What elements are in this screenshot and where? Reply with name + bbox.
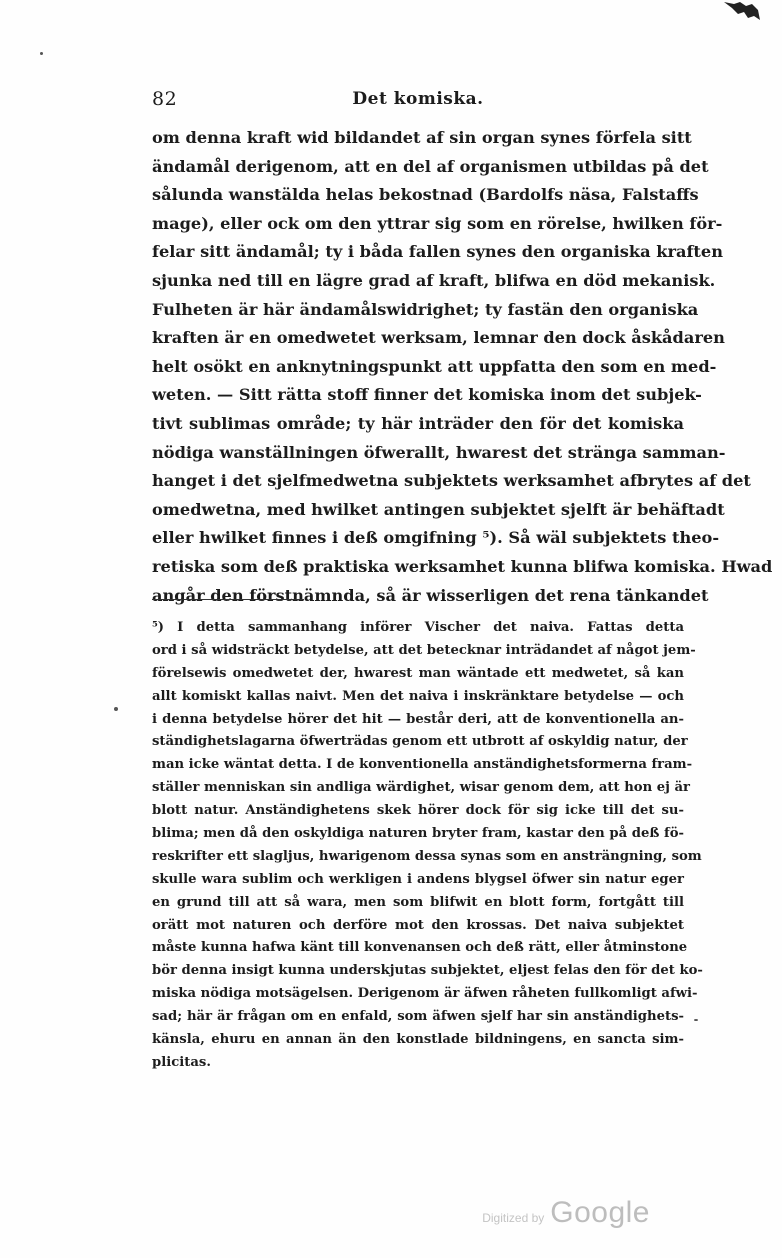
footnote-line: ⁵) I detta sammanhang införer Vischer det naiva. Fattas detta	[152, 620, 684, 635]
footnote-line: förelsewis omedwetet der, hwarest man wäntade ett medwetet, så kan	[152, 665, 684, 681]
footnote-line: måste kunna hafwa känt till konvenansen och deß rätt, eller åtminstone	[152, 940, 688, 956]
footnote-line: bör denna insigt kunna underskjutas subjektet, eljest felas den för det ko-	[152, 963, 703, 979]
footnote-line: känsla, ehuru en annan än den konstlade bildningens, en sancta sim-	[152, 1032, 684, 1048]
footnote-line: blima; men då den oskyldiga naturen bryter fram, kastar den på deß fö-	[152, 826, 684, 842]
body-line: helt osökt en anknytningspunkt att uppfatta den som en med-	[152, 356, 717, 376]
footnote-line: man icke wäntat detta. I de konventionella anständighetsformerna fram-	[152, 757, 693, 773]
body-line: sålunda wanstälda helas bekostnad (Bardolfs näsa, Falstaffs	[152, 185, 699, 205]
footnote-line: miska nödiga motsägelsen. Derigenom är äfwen råheten fullkomligt afwi-	[152, 986, 698, 1002]
footnote	[152, 617, 703, 1075]
body-line: Fulheten är här ändamålswidrighet; ty fastän den organiska	[152, 299, 699, 319]
watermark-brand: Google	[550, 1196, 650, 1229]
body-line: hanget i det sjelfmedwetna subjektets werksamhet afbrytes af det	[152, 471, 751, 491]
running-title: Det komiska.	[352, 89, 484, 109]
scan-speck	[40, 52, 43, 55]
footnote-line: en grund till att så wara, men som blifwit en blott form, fortgått till	[152, 894, 684, 910]
footnote-line: blott natur. Anständighetens skek hörer dock för sig icke till det su-	[152, 803, 684, 819]
footnote-line: reskrifter ett slagljus, hwarigenom dessa synas som en ansträngning, som	[152, 848, 702, 864]
digitized-watermark	[482, 1196, 650, 1236]
body-line: sjunka ned till en lägre grad af kraft, blifwa en död mekanisk.	[152, 270, 716, 290]
footnote-line: orätt mot naturen och derföre mot den krossas. Det naiva subjektet	[152, 917, 684, 933]
footnote-rule	[152, 599, 304, 600]
body-line: tivt sublimas område; ty här inträder den för det komiska	[152, 413, 684, 433]
footnote-line: i denna betydelse hörer det hit — består deri, att de konventionella an-	[152, 711, 684, 727]
body-line: weten. — Sitt rätta stoff finner det komiska inom det subjek-	[152, 385, 702, 405]
page-number: 82	[152, 88, 178, 110]
page-header	[152, 88, 684, 116]
body-line: retiska som deß praktiska werksamhet kunna blifwa komiska. Hwad	[152, 556, 773, 576]
footnote-line: skulle wara sublim och werkligen i andens blygsel öfwer sin natur eger	[152, 871, 684, 887]
body-line: ändamål derigenom, att en del af organismen utbildas på det	[152, 156, 709, 176]
footnote-line: ord i så widsträckt betydelse, att det betecknar inträdandet af något jem-	[152, 642, 696, 658]
footnote-line: allt komiskt kallas naivt. Men det naiva i inskränktare betydelse — och	[152, 688, 684, 704]
scan-artifact-icon	[722, 0, 762, 24]
body-text	[152, 124, 773, 610]
scan-artifact	[722, 0, 762, 24]
body-line: kraften är en omedwetet werksam, lemnar den dock åskådaren	[152, 328, 725, 348]
footnote-line: plicitas.	[152, 1054, 211, 1070]
footnote-line: ställer menniskan sin andliga wärdighet, wisar genom dem, att hon ej är	[152, 780, 691, 796]
body-line: angår den förstnämnda, så är wisserligen det rena tänkandet	[152, 585, 709, 605]
body-line: om denna kraft wid bildandet af sin organ synes förfela sitt	[152, 128, 692, 147]
scan-speck	[694, 1019, 698, 1021]
watermark-prefix: Digitized by	[482, 1211, 545, 1225]
body-line: eller hwilket finnes i deß omgifning ⁵). Så wäl subjektets theo-	[152, 528, 720, 548]
body-line: nödiga wanställningen öfwerallt, hwarest det stränga samman-	[152, 442, 726, 462]
body-line: felar sitt ändamål; ty i båda fallen synes den organiska kraften	[152, 242, 723, 262]
footnote-line: sad; här är frågan om en enfald, som äfwen sjelf har sin anständighets-	[152, 1009, 684, 1025]
scan-speck	[114, 707, 118, 711]
body-line: omedwetna, med hwilket antingen subjektet sjelft är behäftadt	[152, 499, 725, 519]
footnote-line: ständighetslagarna öfwerträdas genom ett utbrott af oskyldig natur, der	[152, 734, 688, 750]
body-line: mage), eller ock om den yttrar sig som en rörelse, hwilken för-	[152, 213, 723, 233]
